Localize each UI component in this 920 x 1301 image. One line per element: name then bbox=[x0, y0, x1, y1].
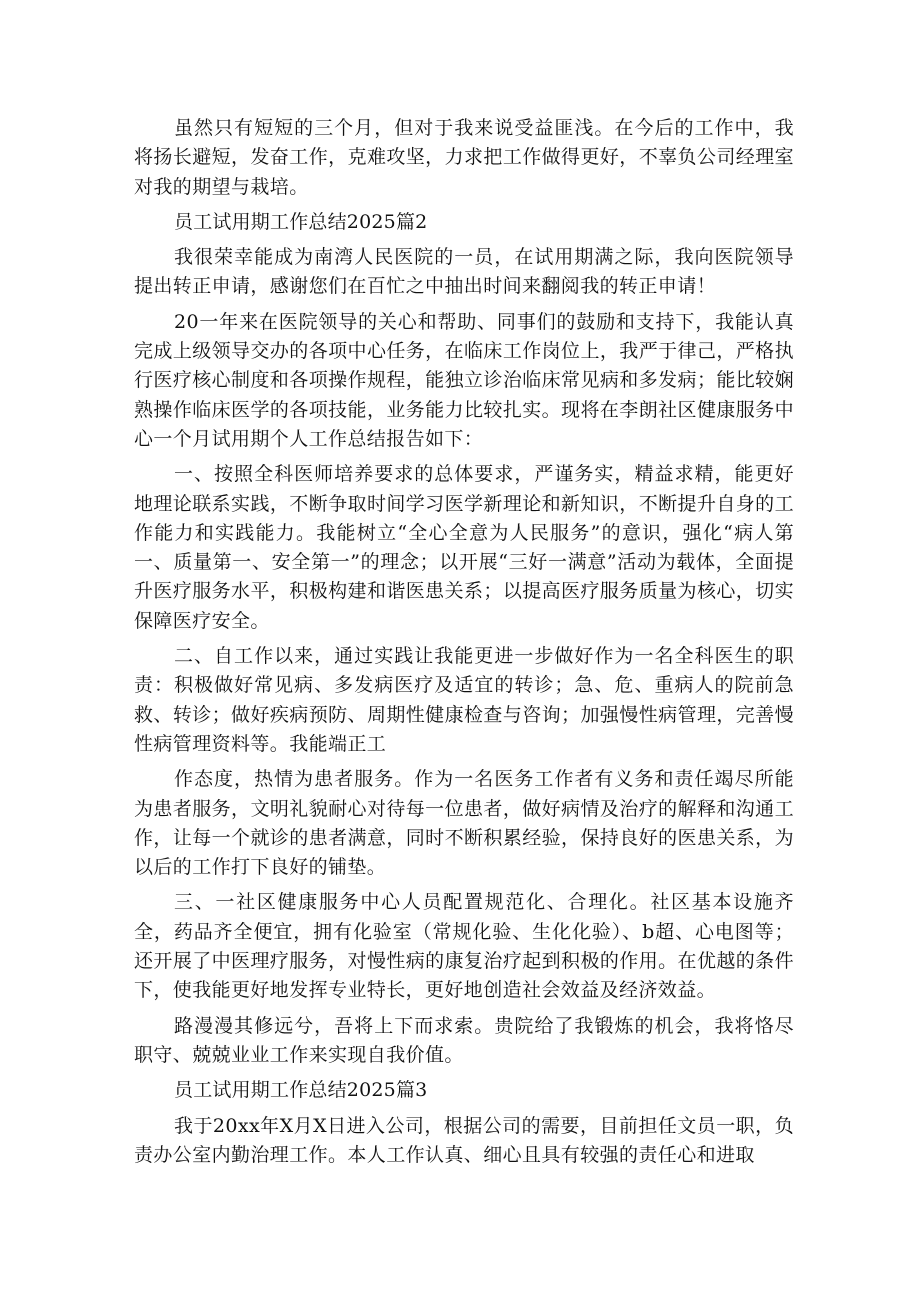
paragraph: 我很荣幸能成为南湾人民医院的一员，在试用期满之际，我向医院领导提出转正申请，感谢您们在百忙之中抽出时间来翻阅我的转正申请！ bbox=[134, 246, 794, 298]
paragraph: 我于20xx年X月X日进入公司，根据公司的需要，目前担任文员一职，负责办公室内勤治理工作。本人工作认真、细心且具有较强的责任心和进取 bbox=[134, 1114, 794, 1166]
section-heading: 员工试用期工作总结2025篇3 bbox=[174, 1079, 428, 1102]
section-heading: 员工试用期工作总结2025篇2 bbox=[174, 210, 428, 233]
paragraph: 虽然只有短短的三个月，但对于我来说受益匪浅。在今后的工作中，我将扬长避短，发奋工作，克难攻坚，力求把工作做得更好，不辜负公司经理室对我的期望与栽培。 bbox=[134, 117, 794, 198]
paragraph: 路漫漫其修远兮，吾将上下而求索。贵院给了我锻炼的机会，我将恪尽职守、兢兢业业工作来实现自我价值。 bbox=[134, 1014, 794, 1066]
paragraph: 二、自工作以来，通过实践让我能更进一步做好作为一名全科医生的职责：积极做好常见病、多发病医疗及适宜的转诊；急、危、重病人的院前急救、转诊；做好疾病预防、周期性健康检查与咨询；加强慢性病管理，完善慢性病管理资料等。我能端正工 bbox=[134, 645, 794, 755]
paragraph: 一、按照全科医师培养要求的总体要求，严谨务实，精益求精，能更好地理论联系实践，不断争取时间学习医学新理论和新知识，不断提升自身的工作能力和实践能力。我能树立“全心全意为人民服务”的意识，强化“病人第一、质量第一、安全第一”的理念；以开展“三好一满意”活动为载体，全面提升医疗服务水平，积极构建和谐医患关系；以提高医疗服务质量为核心，切实保障医疗安全。 bbox=[134, 463, 794, 632]
document-body bbox=[134, 114, 794, 1176]
paragraph: 作态度，热情为患者服务。作为一名医务工作者有义务和责任竭尽所能为患者服务，文明礼貌耐心对待每一位患者，做好病情及治疗的解释和沟通工作，让每一个就诊的患者满意，同时不断积累经验，保持良好的医患关系，为以后的工作打下良好的铺垫。 bbox=[134, 768, 794, 879]
paragraph: 20一年来在医院领导的关心和帮助、同事们的鼓励和支持下，我能认真完成上级领导交办的各项中心任务，在临床工作岗位上，我严于律己，严格执行医疗核心制度和各项操作规程，能独立诊治临床常见病和多发病；能比较娴熟操作临床医学的各项技能，业务能力比较扎实。现将在李朗社区健康服务中心一个月试用期个人工作总结报告如下： bbox=[134, 310, 794, 450]
paragraph: 三、一社区健康服务中心人员配置规范化、合理化。社区基本设施齐全，药品齐全便宜，拥有化验室（常规化验、生化化验）、b超、心电图等；还开展了中医理疗服务，对慢性病的康复治疗起到积极的作用。在优越的条件下，使我能更好地发挥专业特长，更好地创造社会效益及经济效益。 bbox=[134, 891, 794, 1002]
